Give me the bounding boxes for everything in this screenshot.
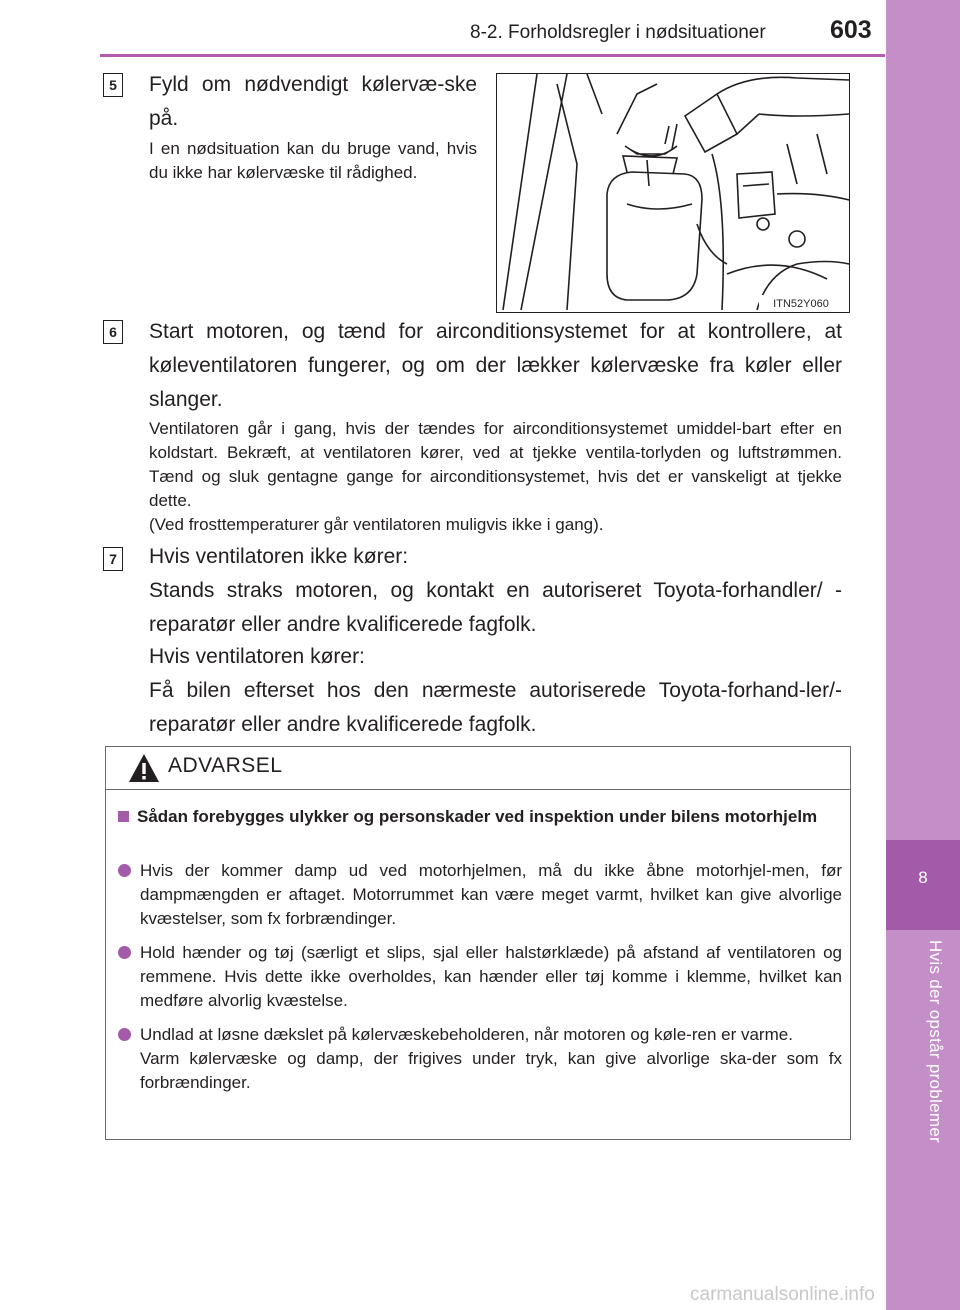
coolant-refill-illustration — [496, 73, 850, 313]
page-number: 603 — [830, 16, 872, 44]
warning-title: ADVARSEL — [168, 754, 283, 777]
step-7-action-on: Få bilen efterset hos den nærmeste autoriserede Toyota-forhand-ler/-reparatør eller andre kvalificerede fagfolk. — [149, 679, 842, 736]
warning-bullet — [118, 941, 842, 1013]
warning-bullet — [118, 859, 842, 931]
warning-header — [106, 747, 850, 790]
circle-bullet-icon — [118, 864, 131, 877]
step-7-condition-off: Hvis ventilatoren ikke kører: — [149, 545, 409, 568]
warning-heading-text: Sådan forebygges ulykker og personskader ved inspektion under bilens motorhjelm — [137, 807, 818, 826]
circle-bullet-icon — [118, 946, 131, 959]
step-number-5: 5 — [103, 73, 123, 97]
watermark: carmanualsonline.info — [690, 1284, 875, 1305]
chapter-number: 8 — [918, 868, 928, 887]
figure-code: ITN52Y060 — [773, 298, 829, 310]
engine-bay-drawing — [497, 74, 849, 312]
warning-bullet-text-extra: Varm kølervæske og damp, der frigives under tryk, kan give alvorlige ska-der som fx forbrændinger. — [140, 1049, 842, 1092]
warning-heading — [118, 805, 838, 829]
warning-bullet — [118, 1023, 842, 1095]
warning-bullet-text: Undlad at løsne dækslet på kølervæskebeholderen, når motoren og køle-ren er varme. — [140, 1025, 793, 1044]
step-number-7: 7 — [103, 547, 123, 571]
warning-box — [105, 746, 851, 1140]
circle-bullet-icon — [118, 1028, 131, 1041]
chapter-label: Hvis der opstår problemer — [926, 940, 945, 1144]
section-title: 8-2. Forholdsregler i nødsituationer — [470, 22, 766, 43]
square-bullet-icon — [118, 811, 129, 822]
warning-bullet-text: Hvis der kommer damp ud ved motorhjelmen, må du ikke åbne motorhjel-men, før dampmængden er aftaget. Motorrummet kan være meget varmt, hvilket kan give alvorlige kvæstelser, som fx forbrændinger. — [140, 861, 842, 928]
step-6-note-frost: (Ved frosttemperaturer går ventilatoren muligvis ikke i gang). — [149, 515, 604, 534]
step-5-note: I en nødsituation kan du bruge vand, hvis du ikke har kølervæske til rådighed. — [149, 139, 477, 182]
step-6-text: Start motoren, og tænd for airconditionsystemet for at kontrollere, at køleventilatoren fungerer, og om der lækker kølervæske fra køler eller slanger. — [149, 320, 842, 411]
step-6-note: Ventilatoren går i gang, hvis der tændes for airconditionsystemet umiddel-bart efter en koldstart. Bekræft, at ventilatoren kører, ved at tjekke ventila-torlyden og luftstrømmen. Tænd og sluk gentagne gange for airconditionsystemet, hvis det er vanskeligt at tjekke dette. — [149, 419, 842, 510]
step-7-action-off: Stands straks motoren, og kontakt en autoriseret Toyota-forhandler/ -reparatør eller andre kvalificerede fagfolk. — [149, 579, 842, 636]
step-7-condition-on: Hvis ventilatoren kører: — [149, 645, 365, 668]
warning-bullet-text: Hold hænder og tøj (særligt et slips, sjal eller halstørklæde) på afstand af ventilatoren og remmene. Hvis dette ikke overholdes, kan hænder eller tøj komme i klemme, hvilket kan medføre alvorlig kvæstelse. — [140, 943, 842, 1010]
step-number-6: 6 — [103, 320, 123, 344]
header-divider — [100, 54, 885, 57]
warning-triangle-icon — [128, 753, 160, 783]
step-5-text: Fyld om nødvendigt kølervæ-ske på. — [149, 73, 477, 130]
